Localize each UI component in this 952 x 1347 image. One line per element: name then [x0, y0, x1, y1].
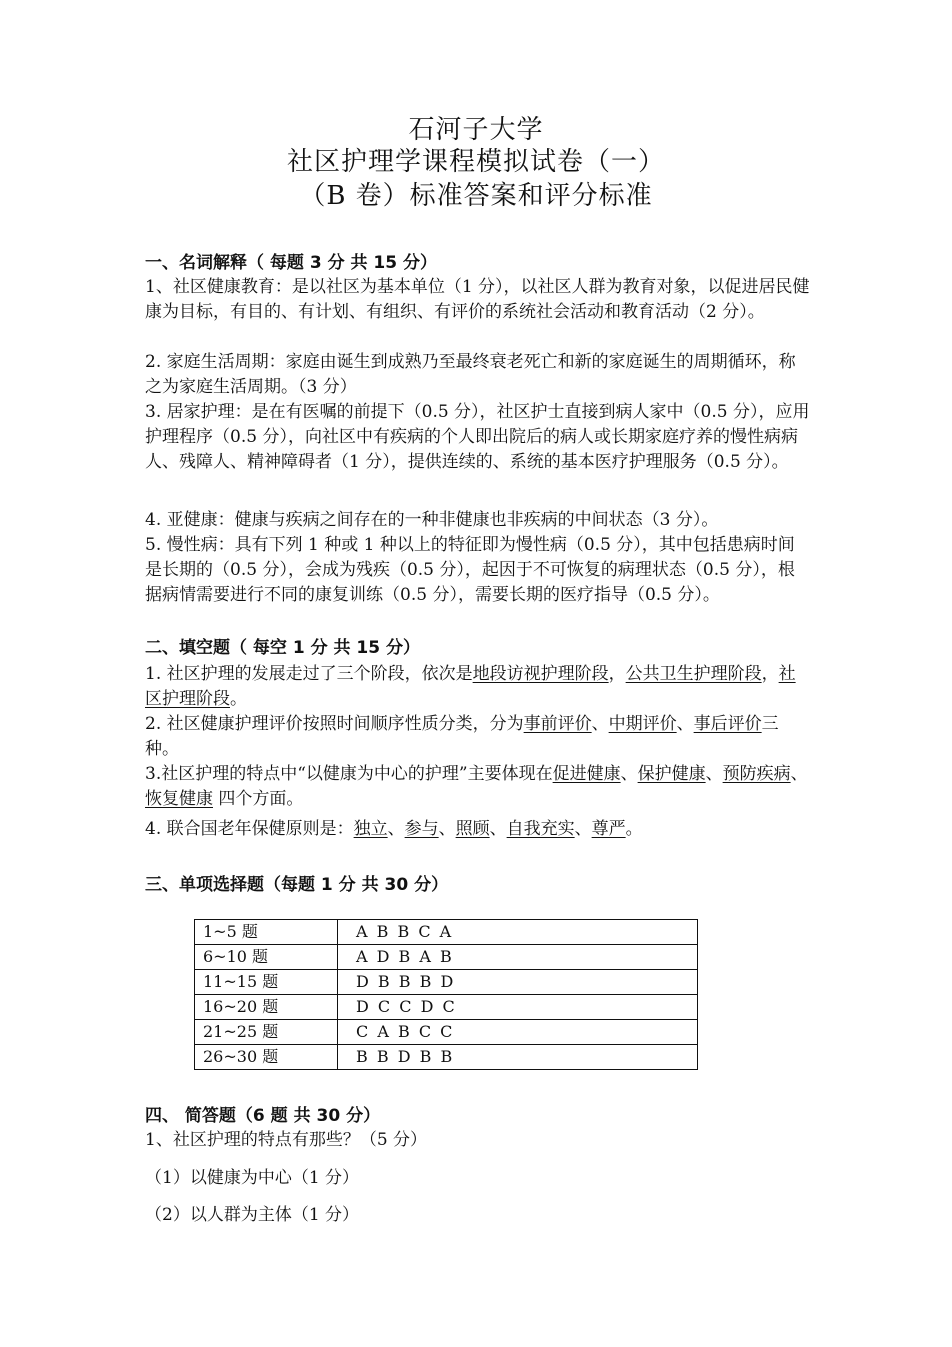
definition-item-1: 1、社区健康教育：是以社区为基本单位（1 分），以社区人群为教育对象，以促进居民健康为目标，有目的、有计划、有组织、有评价的系统社会活动和教育活动（2 分）。 [145, 277, 810, 322]
short-answer-point-1: （1）以健康为中心（1 分） [145, 1168, 360, 1188]
q3-prefix: 3.社区护理的特点中“以健康为中心的护理”主要体现在 [145, 764, 553, 784]
definition-item-4: 4. 亚健康：健康与疾病之间存在的一种非健康也非疾病的中间状态（3 分）。 [145, 510, 719, 530]
answer-letters: C A B C C [338, 1020, 698, 1045]
question-range: 21~25 题 [195, 1020, 338, 1045]
fill-blank-q4 [145, 817, 810, 842]
q4-sep: 、 [574, 819, 592, 839]
exam-title: 社区护理学课程模拟试卷（一） [286, 147, 665, 177]
q2-suffix: 三种。 [145, 714, 779, 759]
q2-prefix: 2. 社区健康护理评价按照时间顺序性质分类，分为 [145, 714, 524, 734]
question-range: 26~30 题 [195, 1045, 338, 1070]
q3-answer-1: 促进健康 [552, 764, 621, 784]
q4-suffix: 。 [625, 819, 643, 839]
q3-suffix: 四个方面。 [213, 788, 304, 809]
q1-answer-2: 公共卫生护理阶段 [625, 664, 762, 684]
definition-item-2: 2. 家庭生活周期：家庭由诞生到成熟乃至最终衰老死亡和新的家庭诞生的周期循环，称之为家庭生活周期。（3 分） [145, 352, 796, 397]
q2-answer-3: 事后评价 [693, 714, 762, 734]
section2-heading: 二、填空题（ 每空 1 分 共 15 分） [145, 638, 420, 658]
answer-letters: D C C D C [338, 995, 698, 1020]
q2-answer-1: 事前评价 [523, 714, 592, 734]
q1-suffix: 。 [230, 688, 247, 709]
q4-answer-5: 尊严 [591, 819, 626, 839]
q4-answer-3: 照顾 [455, 819, 490, 839]
answer-letters: A B B C A [338, 920, 698, 945]
q2-sep: 、 [676, 714, 694, 734]
q3-sep: 、 [705, 764, 723, 784]
answer-table [194, 919, 698, 1070]
answer-key-title: （B 卷）标准答案和评分标准 [299, 181, 653, 211]
q4-sep: 、 [438, 819, 456, 839]
q3-answer-2: 保护健康 [637, 764, 706, 784]
table-row [195, 920, 698, 945]
section4-heading: 四、 简答题（6 题 共 30 分） [145, 1106, 381, 1126]
fill-blank-q2 [145, 712, 810, 762]
question-range: 16~20 题 [195, 995, 338, 1020]
q3-answer-3: 预防疾病 [722, 764, 791, 784]
q2-answer-2: 中期评价 [608, 714, 677, 734]
definition-item-3: 3. 居家护理：是在有医嘱的前提下（0.5 分），社区护士直接到病人家中（0.5 分），应用护理程序（0.5 分），向社区中有疾病的个人即出院后的病人或长期家庭疗养的慢性病病人、残障人、精神障碍者（1 分），提供连续的、系统的基本医疗护理服务（0.5 分）。 [145, 402, 810, 472]
q3-sep: 、 [790, 764, 808, 784]
question-range: 11~15 题 [195, 970, 338, 995]
table-row [195, 995, 698, 1020]
q3-answer-4: 恢复健康 [145, 788, 213, 809]
q4-answer-4: 自我充实 [506, 819, 575, 839]
q1-prefix: 1. 社区护理的发展走过了三个阶段，依次是 [145, 664, 473, 684]
q4-sep: 、 [489, 819, 507, 839]
table-row [195, 1020, 698, 1045]
q4-sep: 、 [387, 819, 405, 839]
answer-letters: B B D B B [338, 1045, 698, 1070]
short-answer-point-2: （2）以人群为主体（1 分） [145, 1205, 360, 1225]
q4-answer-2: 参与 [404, 819, 439, 839]
table-row [195, 945, 698, 970]
q4-answer-1: 独立 [353, 819, 388, 839]
table-row [195, 970, 698, 995]
q3-sep: 、 [620, 764, 638, 784]
answer-letters: D B B B D [338, 970, 698, 995]
q2-sep: 、 [591, 714, 609, 734]
q1-answer-1: 地段访视护理阶段 [472, 664, 609, 684]
q1-sep: ， [761, 664, 779, 684]
fill-blank-q1 [145, 662, 810, 712]
table-row [195, 1045, 698, 1070]
q1-sep: ， [608, 664, 626, 684]
fill-blank-q3 [145, 762, 810, 812]
section1-heading: 一、名词解释（ 每题 3 分 共 15 分） [145, 253, 437, 273]
question-range: 1~5 题 [195, 920, 338, 945]
q4-prefix: 4. 联合国老年保健原则是： [145, 819, 354, 839]
short-answer-q1: 1、社区护理的特点有那些？（5 分） [145, 1130, 428, 1150]
q1-answer-3: 社区护理阶段 [145, 664, 796, 709]
question-range: 6~10 题 [195, 945, 338, 970]
section3-heading: 三、单项选择题（每题 1 分 共 30 分） [145, 875, 449, 895]
definition-item-5: 5. 慢性病：具有下列 1 种或 1 种以上的特征即为慢性病（0.5 分），其中包括患病时间是长期的（0.5 分），会成为残疾（0.5 分），起因于不可恢复的病理状态（0.5 分），根据病情需要进行不同的康复训练（0.5 分），需要长期的医疗指导（0.5 分）。 [145, 535, 795, 605]
university-title: 石河子大学 [408, 115, 544, 145]
answer-letters: A D B A B [338, 945, 698, 970]
